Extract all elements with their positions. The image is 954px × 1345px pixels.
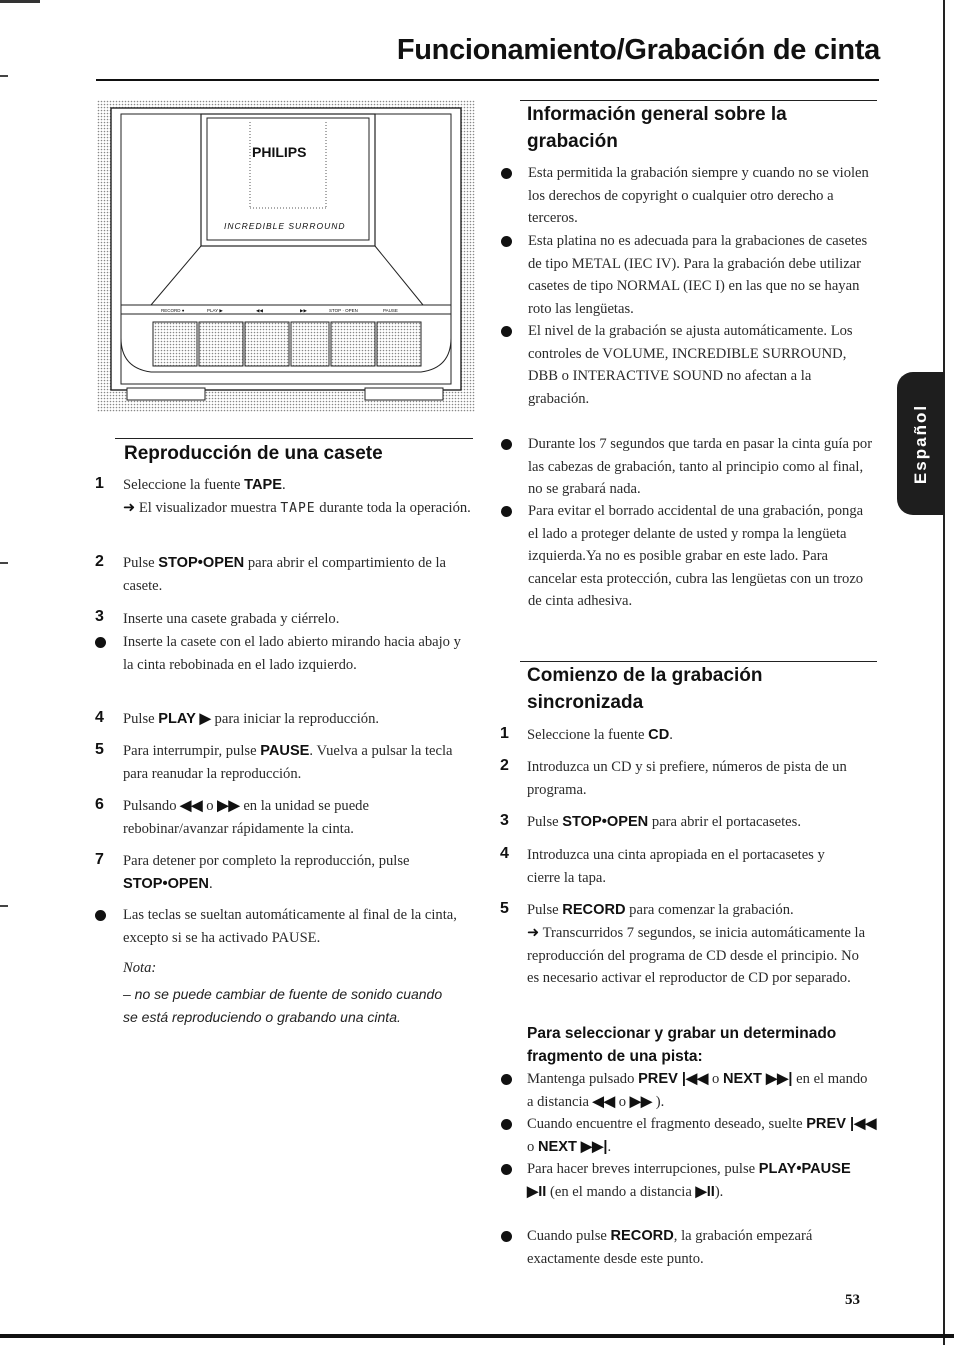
step-number: 5 [500,900,509,917]
step-text: Para detener por completo la reproducción, pulse STOP•OPEN. [123,853,410,892]
step-number: 5 [95,741,104,758]
button-label: ▶▶ [300,308,307,313]
bullet-text: Mantenga pulsado PREV |◀◀ o NEXT ▶▶| en el mando a distancia ◀◀ o ▶▶ ). [527,1071,868,1110]
section-rule [115,438,473,439]
bullet-text: Esta platina no es adecuada para la grabaciones de casetes de tipo METAL (IEC IV). Para la grabación debe utilizar casetes de tipo NORMAL (IEC I) en las que no se hayan roto las lengüetas. [528,233,868,317]
bullet-text: Para hacer breves interrupciones, pulse PLAY•PAUSE ▶II (en el mando a distancia ▶II). [527,1161,851,1200]
bullet-text: Las teclas se sueltan automáticamente al final de la cinta, excepto si se ha activado PAUSE. [123,907,457,946]
margin-mark [0,905,8,907]
bullet [501,1074,512,1085]
button-label: STOP · OPEN [329,308,358,313]
step-result: ➜ El visualizador muestra TAPE durante toda la operación. [123,499,471,516]
step-text: Pulsando ◀◀ o ▶▶ en la unidad se puede rebobinar/avanzar rápidamente la cinta. [123,798,369,837]
step-text: Introduzca un CD y si prefiere, números de pista de un programa. [527,759,847,798]
step-text: Pulse STOP•OPEN para abrir el portacasetes. [527,814,801,830]
title-rule [96,79,879,81]
step-number: 4 [500,845,509,862]
top-edge-mark [0,0,40,3]
bullet-text: Inserte la casete con el lado abierto mirando hacia abajo y la cinta rebobinada en el lado izquierdo. [123,634,461,673]
page-title: Funcionamiento/Grabación de cinta [396,34,880,66]
step-number: 3 [95,608,104,625]
step-number: 1 [500,725,509,742]
note-label: Nota: [123,960,157,976]
bullet-text: Cuando encuentre el fragmento deseado, suelte PREV |◀◀ o NEXT ▶▶|. [527,1116,877,1155]
page-number: 53 [845,1292,860,1308]
subsection-heading: Para seleccionar y grabar un determinado fragmento de una pista: [527,1025,837,1065]
surround-label: INCREDIBLE SURROUND [224,221,346,231]
bullet [95,637,106,648]
bullet [501,506,512,517]
step-number: 7 [95,851,104,868]
bullet-text: Durante los 7 segundos que tarda en pasar la cinta guía por las cabezas de grabación, tanto al principio como al final, no se grabará nada. [528,436,873,498]
step-number: 1 [95,475,104,492]
bullet-text: Para evitar el borrado accidental de una grabación, ponga el lado a proteger delante de usted y rompa la lengüeta izquierda.Ya no es posible grabar en este lado. Para cancelar esta protección, cubra las lengüetas con un trozo de cinta adhesiva. [528,503,864,610]
language-tab [897,372,944,515]
bullet [501,1231,512,1242]
step-text: Inserte una casete grabada y ciérrelo. [123,611,340,627]
cassette-deck-illustration [97,100,475,412]
step-text: Pulse STOP•OPEN para abrir el compartimiento de la casete. [123,555,447,594]
bullet [501,1164,512,1175]
button-label: PAUSE [383,308,398,313]
button-label: PLAY ▶ [207,308,223,313]
step-number: 3 [500,812,509,829]
note-text: – no se puede cambiar de fuente de sonido cuando se está reproduciendo o grabando una cinta. [123,986,443,1025]
step-text: Seleccione la fuente TAPE. [123,477,286,493]
section-heading: Información general sobre la grabación [527,104,787,152]
step-number: 6 [95,796,104,813]
bullet-text: Esta permitida la grabación siempre y cuando no se violen los derechos de copyright o cualquier otro derecho a terceros. [528,165,869,227]
margin-mark [0,562,8,564]
bullet-text: El nivel de la grabación se ajusta automáticamente. Los controles de VOLUME, INCREDIBLE SURROUND, DBB o INTERACTIVE SOUND no afectan a la grabación. [528,323,853,407]
step-number: 4 [95,709,104,726]
step-text: Seleccione la fuente CD. [527,727,673,743]
bullet [501,1119,512,1130]
step-text: Para interrumpir, pulse PAUSE. Vuelva a pulsar la tecla para reanudar la reproducción. [123,743,453,782]
step-text: Introduzca una cinta apropiada en el portacasetes y cierre la tapa. [527,847,825,886]
step-text: Pulse PLAY ▶ para iniciar la reproducción. [123,711,380,727]
page-edge [943,0,945,1345]
button-label: ◀◀ [256,308,263,313]
bottom-rule [0,1334,954,1338]
language-tab-label: Español [910,403,930,484]
brand-logo: PHILIPS [252,144,307,160]
bullet [501,326,512,337]
button-label: RECORD ● [161,308,185,313]
step-result: ➜ Transcurridos 7 segundos, se inicia automáticamente la reproducción del programa de CD desde el principio. No es necesario activar el reproductor de CD por separado. [527,924,866,987]
bullet [501,236,512,247]
bullet [95,910,106,921]
section-heading: Comienzo de la grabación sincronizada [527,665,763,713]
bullet [501,168,512,179]
bullet-text: Cuando pulse RECORD, la grabación empezará exactamente desde este punto. [527,1228,813,1267]
bullet [501,439,512,450]
margin-mark [0,75,8,77]
section-heading: Reproducción de una casete [124,443,383,464]
step-number: 2 [95,553,104,570]
step-text: Pulse RECORD para comenzar la grabación. [527,902,794,918]
step-number: 2 [500,757,509,774]
